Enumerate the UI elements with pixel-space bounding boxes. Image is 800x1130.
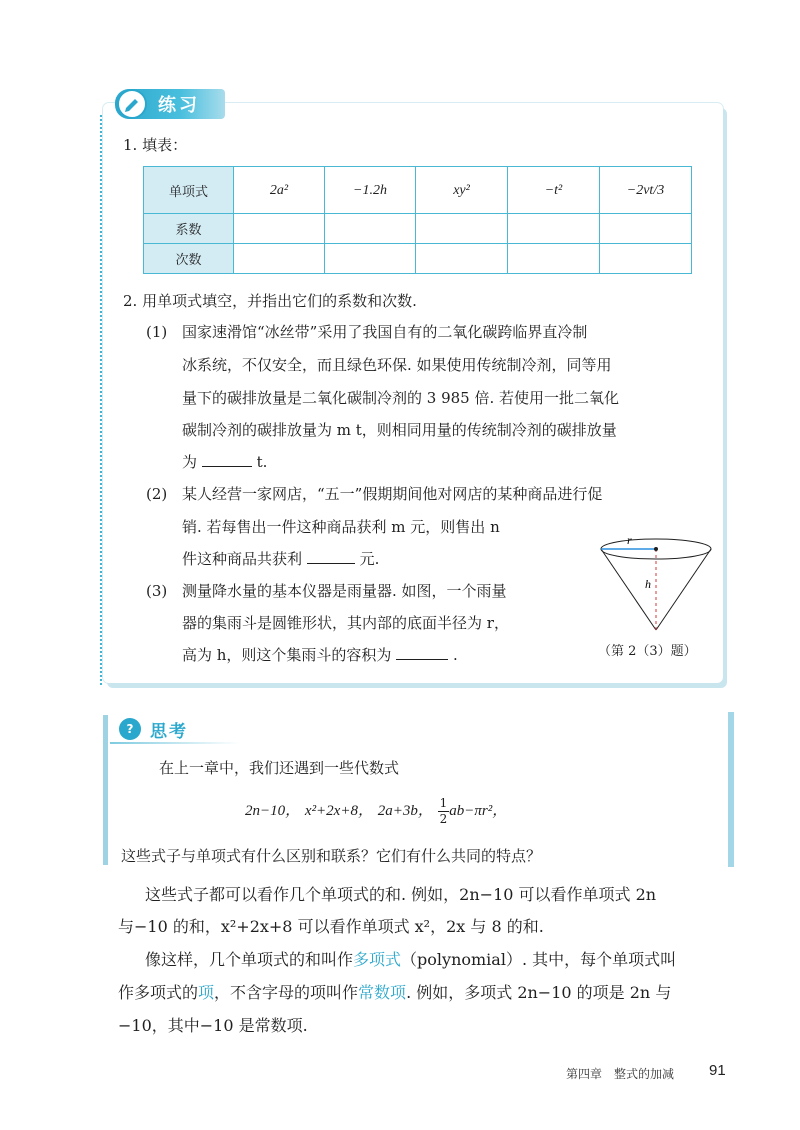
center-point (654, 547, 658, 551)
monomial-table (143, 166, 692, 274)
answer-cell[interactable] (325, 244, 416, 274)
q2-part1-line4: 碳制冷剂的碳排放量为 m t，则相同用量的传统制冷剂的碳排放量 (182, 421, 617, 439)
body-para3-start: 作多项式的 (118, 983, 199, 1002)
figure-caption: （第 2（3）题） (598, 644, 697, 659)
practice-panel-border (100, 115, 102, 685)
q2-part1-line1: 国家速滑馆“冰丝带”采用了我国自有的二氧化碳跨临界直冷制 (182, 323, 588, 341)
term-term: 项 (198, 983, 215, 1002)
q2-part1-line5-start: 为 (182, 453, 198, 471)
body-para2 (145, 943, 676, 976)
q2-part2-line2: 销. 若每售出一件这种商品获利 m 元，则售出 n (182, 518, 500, 536)
monomial-2: −1.2h (353, 182, 387, 198)
monomial-5: −2vt/3 (626, 182, 665, 198)
body-para1-line2: 与−10 的和，x²+2x+8 可以看作单项式 x²，2x 与 8 的和. (118, 917, 544, 936)
question-2-label: 2. 用单项式填空，并指出它们的系数和次数. (123, 292, 417, 310)
think-underline (110, 742, 240, 744)
cone-figure (590, 528, 718, 638)
body-para1-line1: 这些式子都可以看作几个单项式的和. 例如，2n−10 可以看作单项式 2n (145, 885, 657, 904)
q2-part3-line3-end: . (453, 646, 458, 664)
row-header-degree: 次数 (144, 244, 234, 274)
q2-part2-line3-end: 元. (359, 550, 380, 568)
term-constant: 常数项 (358, 983, 407, 1002)
expression-1: 2n−10， (245, 803, 301, 819)
answer-blank[interactable] (202, 448, 252, 467)
answer-cell[interactable] (416, 214, 508, 244)
answer-cell[interactable] (325, 214, 416, 244)
monomial-cell (325, 167, 416, 214)
radius-label: r (627, 533, 632, 547)
q2-part1-line2: 冰系统，不仅安全，而且绿色环保. 如果使用传统制冷剂，同等用 (182, 356, 612, 374)
page-number: 91 (709, 1062, 726, 1079)
think-expressions (245, 790, 507, 831)
q2-part1-line3: 量下的碳排放量是二氧化碳制冷剂的 3 985 倍. 若使用一批二氧化 (182, 389, 620, 407)
think-right-bar (728, 712, 734, 867)
monomial-cell (508, 167, 600, 214)
q2-part3-number: (3) (146, 582, 168, 600)
answer-cell[interactable] (234, 244, 325, 274)
expression-4: ab−πr²， (449, 803, 508, 819)
monomial-3: xy² (453, 182, 470, 198)
monomial-cell (600, 167, 692, 214)
expression-4-fraction (438, 796, 450, 827)
q2-part1-line5 (182, 446, 267, 478)
body-para3-end: . 例如，多项式 2n−10 的项是 2n 与 (406, 983, 672, 1002)
answer-cell[interactable] (600, 214, 692, 244)
monomial-1: 2a² (269, 182, 289, 198)
practice-title: 练习 (158, 95, 200, 116)
monomial-4: −t² (544, 182, 563, 198)
answer-cell[interactable] (234, 214, 325, 244)
answer-cell[interactable] (508, 214, 600, 244)
answer-cell[interactable] (416, 244, 508, 274)
q2-part3-line3 (182, 639, 458, 671)
pencil-icon (117, 89, 147, 119)
height-label: h (645, 577, 651, 591)
answer-blank[interactable] (396, 641, 448, 660)
fraction-denominator: 2 (439, 811, 448, 826)
think-intro: 在上一章中，我们还遇到一些代数式 (159, 759, 400, 777)
think-left-bar (103, 715, 108, 865)
answer-cell[interactable] (508, 244, 600, 274)
question-1-label: 1. 填表： (123, 136, 188, 154)
q2-part2-line1: 某人经营一家网店，“五一”假期期间他对网店的某种商品进行促 (182, 485, 603, 503)
lightbulb-icon: ? (119, 718, 141, 740)
monomial-cell (234, 167, 325, 214)
q2-part3-line1: 测量降水量的基本仪器是雨量器. 如图，一个雨量 (182, 582, 507, 600)
think-title: 思考 (150, 722, 188, 742)
body-para2-start: 像这样，几个单项式的和叫作 (145, 950, 354, 969)
cone-right-edge (656, 549, 711, 630)
q2-part3-line2: 器的集雨斗是圆锥形状，其内部的底面半径为 r， (182, 614, 509, 632)
fraction-numerator: 1 (439, 795, 448, 810)
q2-part2-line3-start: 件这种商品共获利 (182, 550, 303, 568)
q2-part1-line5-end: t. (256, 453, 268, 471)
answer-cell[interactable] (600, 244, 692, 274)
expression-3: 2a+3b， (377, 803, 433, 819)
q2-part3-line3-start: 高为 h，则这个集雨斗的容积为 (182, 646, 392, 664)
q2-part1-number: (1) (146, 323, 168, 341)
body-para4: −10，其中−10 是常数项. (118, 1016, 308, 1035)
term-polynomial: 多项式 (353, 950, 402, 969)
q2-part2-number: (2) (146, 485, 168, 503)
body-para3 (118, 976, 671, 1009)
expression-2: x²+2x+8， (304, 803, 373, 819)
body-para3-mid: ，不含字母的项叫作 (214, 983, 359, 1002)
row-header-monomial: 单项式 (144, 167, 234, 214)
footer-chapter: 第四章 整式的加减 (566, 1067, 675, 1081)
think-question: 这些式子与单项式有什么区别和联系？它们有什么共同的特点？ (121, 847, 542, 865)
monomial-cell (416, 167, 508, 214)
answer-blank[interactable] (307, 545, 355, 564)
row-header-coefficient: 系数 (144, 214, 234, 244)
q2-part2-line3 (182, 543, 379, 575)
body-para2-end: （polynomial）. 其中，每个单项式叫 (401, 950, 677, 969)
